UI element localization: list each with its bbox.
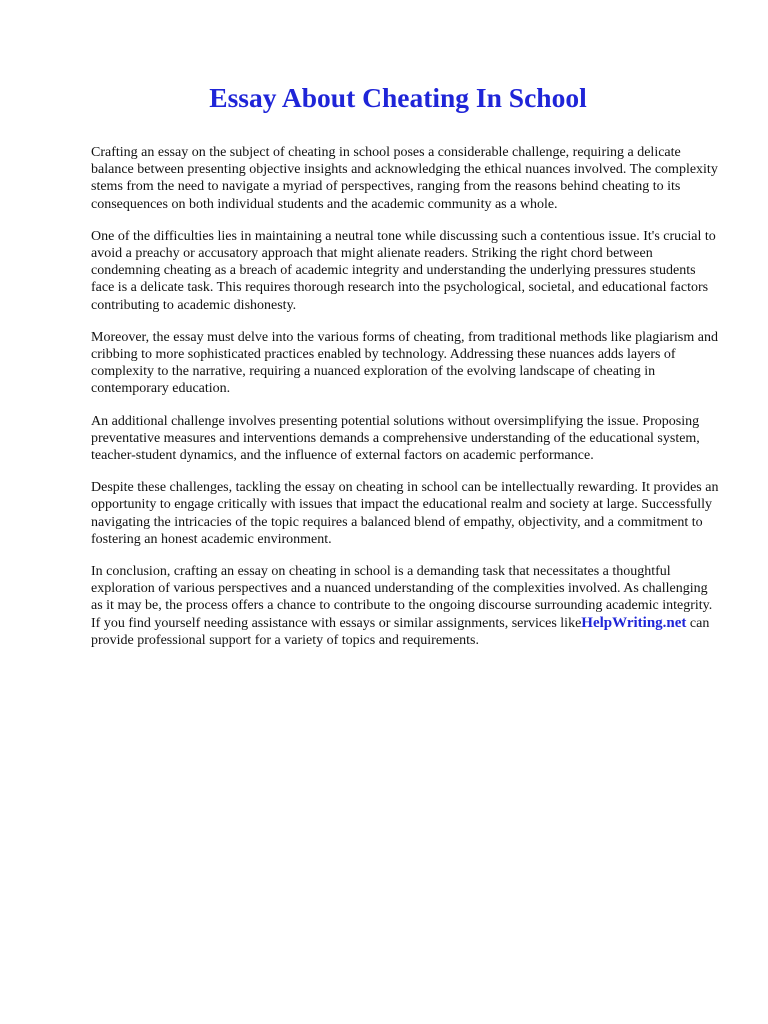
paragraph-neutral-tone: One of the difficulties lies in maintaining a neutral tone while discussing such a contentious issue. It's crucial to avoid a preachy or accusatory approach that might alienate readers. Striking the right chord between condemning cheating as a breach of academic integrity and understanding the underlying pressures students face is a delicate task. This requires thorough research into the psychological, societal, and educational factors contributing to academic dishonesty. — [91, 228, 716, 313]
paragraph-conclusion — [91, 563, 721, 649]
helpwriting-link[interactable]: HelpWriting.net — [581, 614, 687, 631]
paragraph-forms-of-cheating: Moreover, the essay must delve into the various forms of cheating, from traditional methods like plagiarism and cribbing to more sophisticated practices enabled by technology. Addressing these nuances adds layers of complexity to the narrative, requiring a nuanced exploration of the evolving landscape of cheating in contemporary education. — [91, 329, 718, 397]
paragraph-rewarding: Despite these challenges, tackling the essay on cheating in school can be intellectually rewarding. It provides an opportunity to engage critically with issues that impact the educational realm and society at large. Successfully navigating the intricacies of the topic requires a balanced blend of empathy, objectivity, and a commitment to fostering an honest academic environment. — [91, 480, 719, 547]
paragraph-intro: Crafting an essay on the subject of cheating in school poses a considerable challenge, requiring a delicate balance between presenting objective insights and acknowledging the ethical nuances involved. The complexity stems from the need to navigate a myriad of perspectives, ranging from the reasons behind cheating to its consequences on both individual students and the academic community as a whole. — [91, 145, 718, 212]
paragraph-solutions: An additional challenge involves presenting potential solutions without oversimplifying the issue. Proposing preventative measures and interventions demands a comprehensive understanding of the educational system, teacher-student dynamics, and the influence of external factors on academic performance. — [91, 413, 700, 464]
conclusion-text-before-link: In conclusion, crafting an essay on cheating in school is a demanding task that necessitates a thoughtful exploration of various perspectives and a nuanced understanding of the complexities involved. As challenging as it may be, the process offers a chance to contribute to the ongoing discourse surrounding academic integrity. If you find yourself needing assistance with essays or similar assignments, services like — [91, 564, 713, 631]
conclusion-text-after-link: can provide professional support for a variety of topics and requirements. — [91, 615, 710, 648]
document-title: Essay About Cheating In School — [209, 82, 587, 113]
